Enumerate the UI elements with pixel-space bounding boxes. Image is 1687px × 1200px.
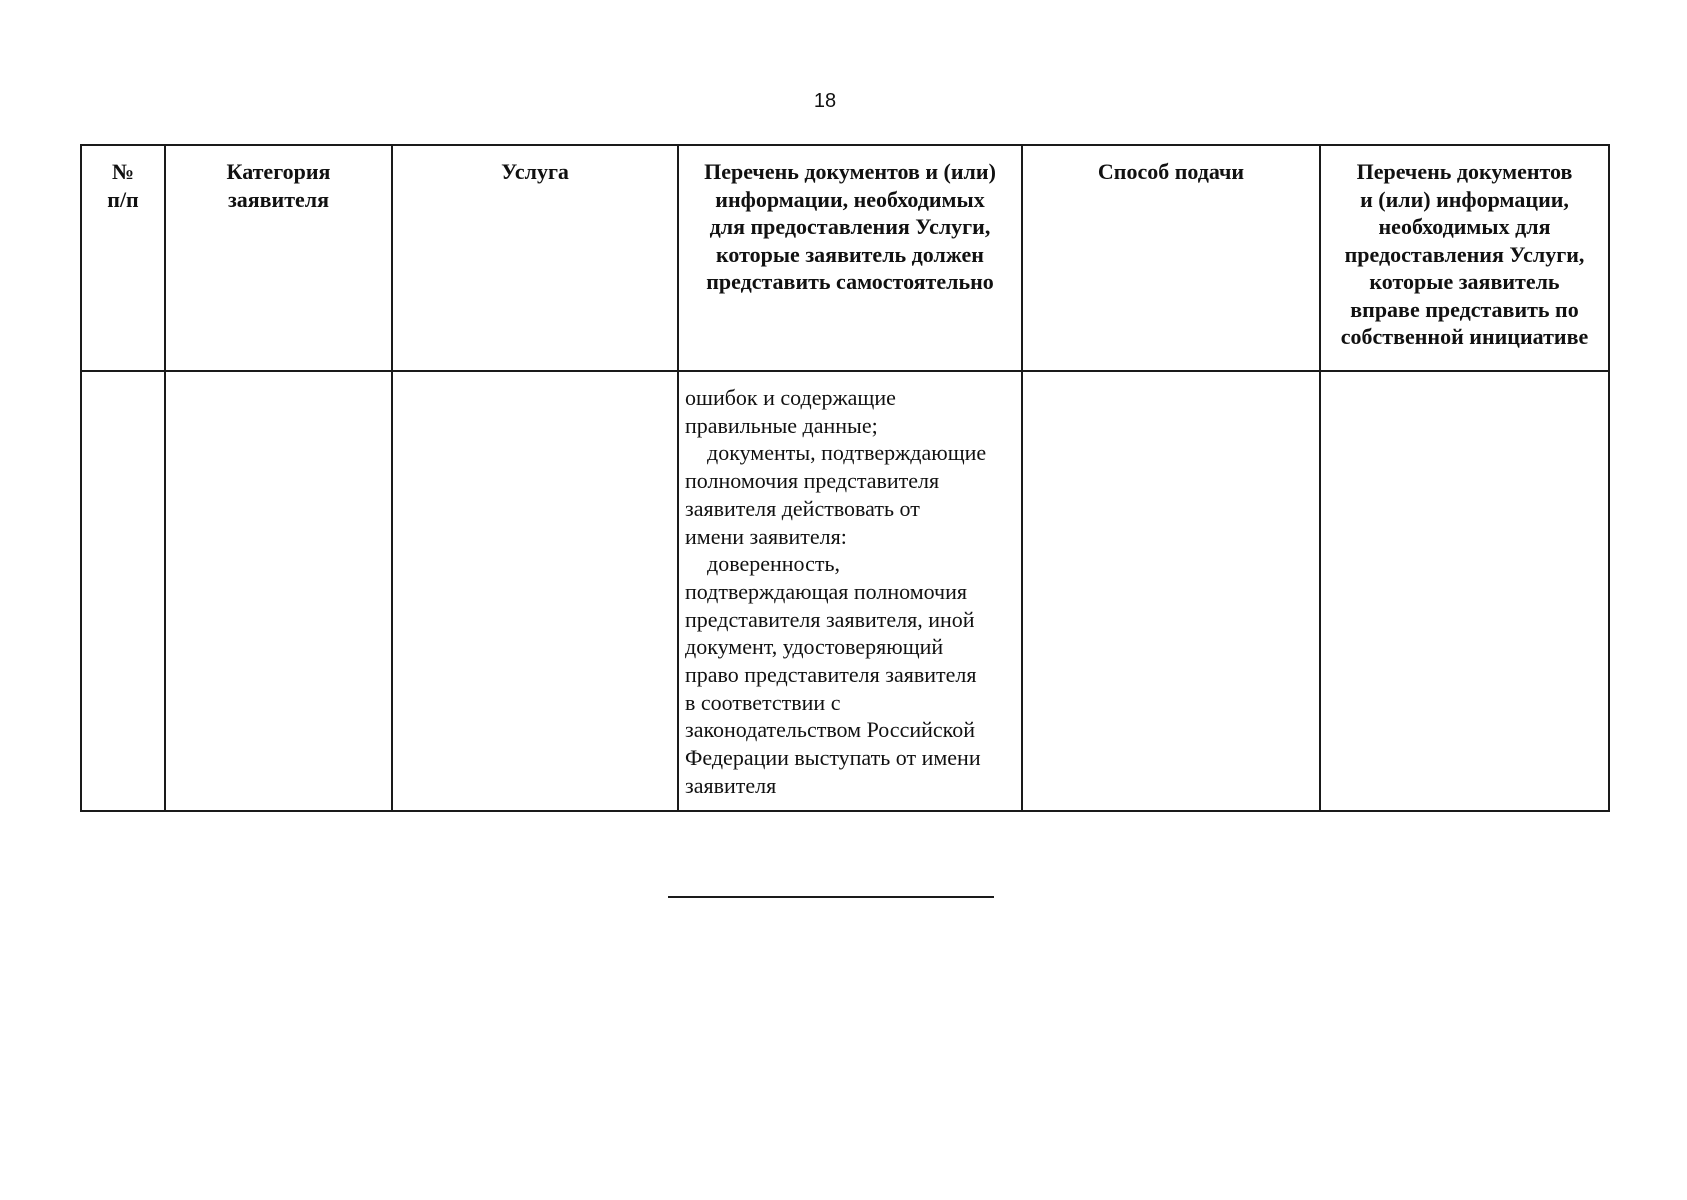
cell-submission-method [1022, 371, 1320, 811]
header-submission-method: Способ подачи [1022, 145, 1320, 371]
cell-required-docs [678, 371, 1022, 811]
cell-service [392, 371, 678, 811]
header-service: Услуга [392, 145, 678, 371]
header-num: № п/п [81, 145, 165, 371]
required-docs-paragraph: доверенность, подтверждающая полномочия представителя заявителя, иной документ, удостоверяющий право представителя заявителя в соответствии с законодательством Российской Федерации выступать от имени заявителя [685, 551, 981, 798]
cell-optional-docs [1320, 371, 1609, 811]
table-row [81, 371, 1609, 811]
table-header-row [81, 145, 1609, 371]
page-number: 18 [813, 90, 837, 112]
header-optional-docs: Перечень документов и (или) информации, необходимых для предоставления Услуги, которые заявитель вправе представить по собственной инициативе [1320, 145, 1609, 371]
header-required-docs: Перечень документов и (или) информации, необходимых для предоставления Услуги, которые заявитель должен представить самостоятельно [678, 145, 1022, 371]
cell-num [81, 371, 165, 811]
required-docs-paragraph: документы, подтверждающие полномочия представителя заявителя действовать от имени заявителя: [685, 440, 987, 549]
required-docs-paragraph: ошибок и содержащие правильные данные; [685, 385, 896, 438]
header-category: Категория заявителя [165, 145, 392, 371]
documents-table [80, 144, 1610, 812]
end-of-table-rule [668, 896, 994, 898]
cell-category [165, 371, 392, 811]
